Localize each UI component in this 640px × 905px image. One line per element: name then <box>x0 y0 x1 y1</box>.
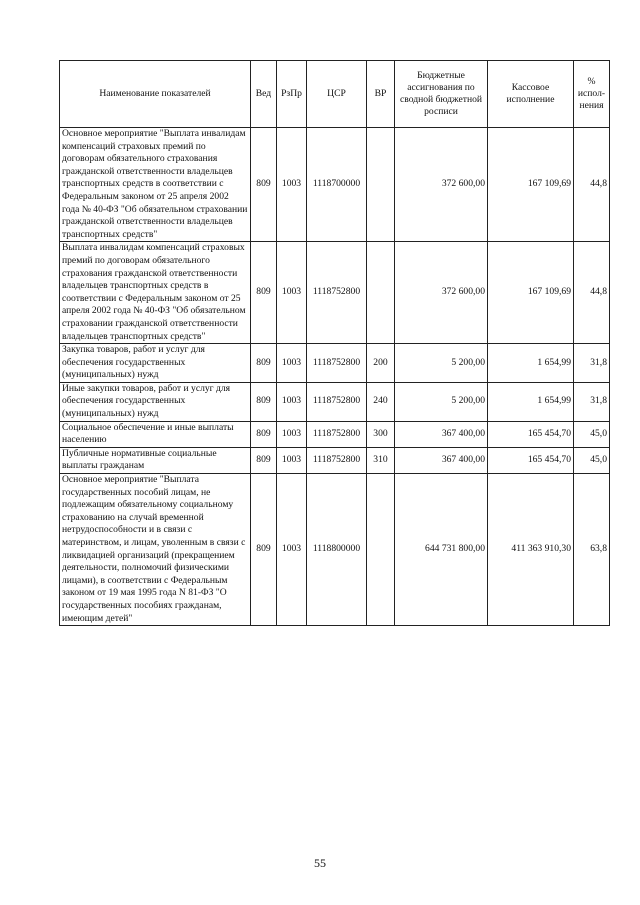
vr-cell: 310 <box>367 447 395 473</box>
table-row <box>60 344 610 383</box>
cash-cell: 411 363 910,30 <box>488 474 574 626</box>
cash-cell: 1 654,99 <box>488 382 574 421</box>
percent-cell: 44,8 <box>574 128 610 242</box>
indicator-name-cell: Социальное обеспечение и иные выплаты населению <box>60 421 251 447</box>
percent-cell: 44,8 <box>574 242 610 344</box>
vr-cell <box>367 128 395 242</box>
cash-cell: 1 654,99 <box>488 344 574 383</box>
ved-cell: 809 <box>251 421 277 447</box>
csr-cell: 1118752800 <box>307 242 367 344</box>
indicator-name-cell: Публичные нормативные социальные выплаты гражданам <box>60 447 251 473</box>
table-row <box>60 421 610 447</box>
header-vr: ВР <box>367 61 395 128</box>
indicator-name-cell: Выплата инвалидам компенсаций страховых премий по договорам обязательного страхования гражданской ответственности владельцев транспортных средств в соответствии с Федеральным законом от 25 апреля 2002 года № 40-ФЗ "Об обязательном страховании гражданской ответственности владельцев транспортных средств" <box>60 242 251 344</box>
vr-cell: 300 <box>367 421 395 447</box>
csr-cell: 1118752800 <box>307 344 367 383</box>
indicator-name-cell: Основное мероприятие "Выплата инвалидам компенсаций страховых премий по договорам обязательного страхования гражданской ответственности владельцев транспортных средств в соответствии с Федеральным законом от 25 апреля 2002 года № 40-ФЗ "Об обязательном страховании гражданской ответственности владельцев транспортных средств" <box>60 128 251 242</box>
budget-cell: 644 731 800,00 <box>395 474 488 626</box>
percent-cell: 45,0 <box>574 421 610 447</box>
budget-cell: 5 200,00 <box>395 382 488 421</box>
rzpr-cell: 1003 <box>277 128 307 242</box>
cash-cell: 167 109,69 <box>488 128 574 242</box>
csr-cell: 1118752800 <box>307 382 367 421</box>
ved-cell: 809 <box>251 344 277 383</box>
table-row <box>60 128 610 242</box>
indicator-name-cell: Иные закупки товаров, работ и услуг для обеспечения государственных (муниципальных) нужд <box>60 382 251 421</box>
budget-execution-table <box>59 60 610 626</box>
ved-cell: 809 <box>251 447 277 473</box>
rzpr-cell: 1003 <box>277 421 307 447</box>
header-csr: ЦСР <box>307 61 367 128</box>
vr-cell <box>367 474 395 626</box>
vr-cell: 240 <box>367 382 395 421</box>
header-ved: Вед <box>251 61 277 128</box>
percent-cell: 63,8 <box>574 474 610 626</box>
budget-cell: 372 600,00 <box>395 242 488 344</box>
page-number: 55 <box>314 856 326 870</box>
cash-cell: 167 109,69 <box>488 242 574 344</box>
ved-cell: 809 <box>251 128 277 242</box>
cash-cell: 165 454,70 <box>488 421 574 447</box>
vr-cell: 200 <box>367 344 395 383</box>
csr-cell: 1118700000 <box>307 128 367 242</box>
ved-cell: 809 <box>251 382 277 421</box>
percent-cell: 31,8 <box>574 382 610 421</box>
rzpr-cell: 1003 <box>277 382 307 421</box>
header-row <box>60 61 610 128</box>
rzpr-cell: 1003 <box>277 344 307 383</box>
vr-cell <box>367 242 395 344</box>
table-body <box>60 128 610 626</box>
indicator-name-cell: Закупка товаров, работ и услуг для обеспечения государственных (муниципальных) нужд <box>60 344 251 383</box>
rzpr-cell: 1003 <box>277 447 307 473</box>
csr-cell: 1118800000 <box>307 474 367 626</box>
csr-cell: 1118752800 <box>307 447 367 473</box>
percent-cell: 45,0 <box>574 447 610 473</box>
table-row <box>60 447 610 473</box>
rzpr-cell: 1003 <box>277 474 307 626</box>
budget-cell: 367 400,00 <box>395 447 488 473</box>
table-row <box>60 242 610 344</box>
budget-cell: 372 600,00 <box>395 128 488 242</box>
header-cash-execution: Кассовое исполнение <box>488 61 574 128</box>
header-budget-allocations: Бюджетные ассигнования по сводной бюджетной росписи <box>395 61 488 128</box>
ved-cell: 809 <box>251 242 277 344</box>
indicator-name-cell: Основное мероприятие "Выплата государственных пособий лицам, не подлежащим обязательному социальному страхованию на случай временной нетрудоспособности и в связи с материнством, и лицам, уволенным в связи с ликвидацией организаций (прекращением деятельности, полномочий физическими лицами), в соответствии с Федеральным законом от 19 мая 1995 года N 81-ФЗ "О государственных пособиях гражданам, имеющим детей" <box>60 474 251 626</box>
budget-cell: 367 400,00 <box>395 421 488 447</box>
header-rzpr: РзПр <box>277 61 307 128</box>
table-header <box>60 61 610 128</box>
header-indicator-name: Наименование показателей <box>60 61 251 128</box>
budget-cell: 5 200,00 <box>395 344 488 383</box>
percent-cell: 31,8 <box>574 344 610 383</box>
cash-cell: 165 454,70 <box>488 447 574 473</box>
rzpr-cell: 1003 <box>277 242 307 344</box>
table-row <box>60 474 610 626</box>
header-percent-execution: % испол-нения <box>574 61 610 128</box>
table-row <box>60 382 610 421</box>
ved-cell: 809 <box>251 474 277 626</box>
csr-cell: 1118752800 <box>307 421 367 447</box>
